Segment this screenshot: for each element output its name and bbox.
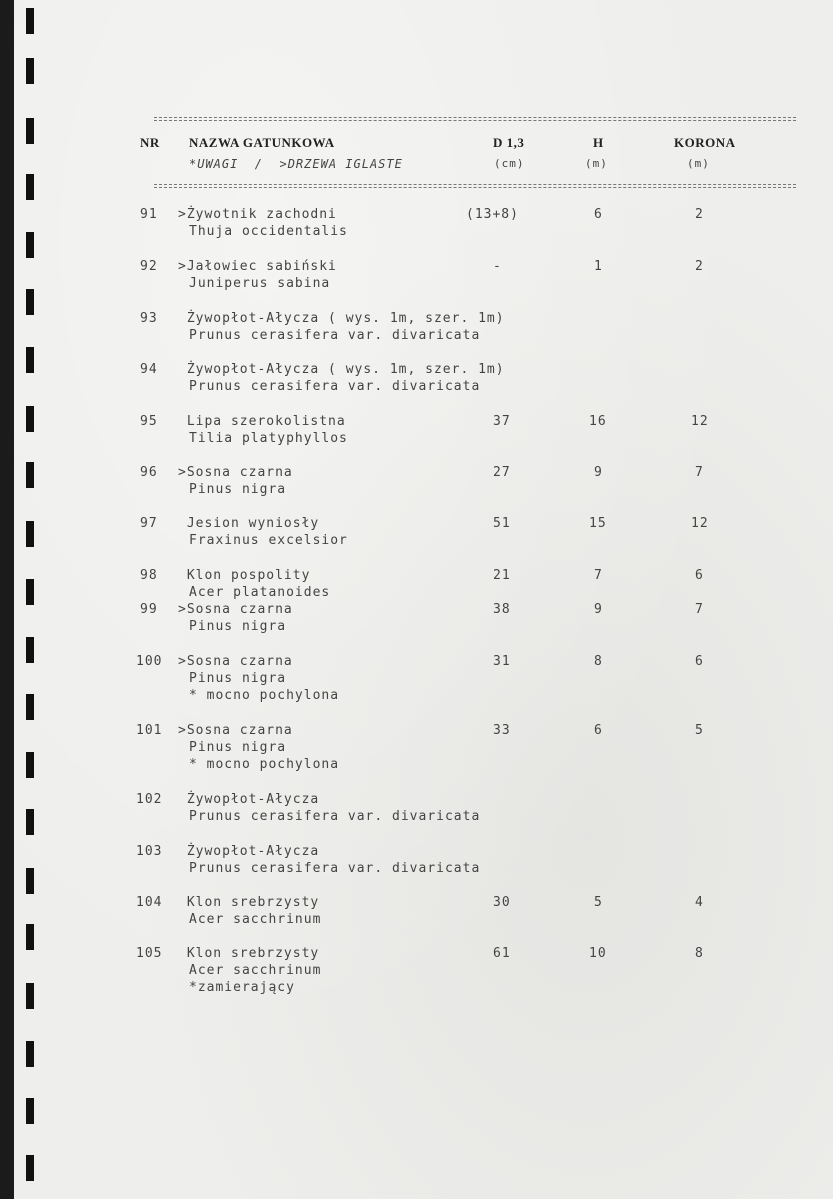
row-number: 92 — [140, 259, 158, 274]
col-unit-korona: (m) — [687, 157, 710, 170]
row-crown: 8 — [695, 946, 704, 961]
row-height: 10 — [589, 946, 607, 961]
row-latin-name: Prunus cerasifera var. divaricata — [189, 328, 481, 343]
row-height: 1 — [594, 259, 603, 274]
top-separator — [154, 117, 796, 118]
row-number: 94 — [140, 362, 158, 377]
row-diameter: 51 — [493, 516, 511, 531]
binding-hole — [26, 118, 34, 144]
row-name: Klon srebrzysty — [178, 895, 320, 910]
binding-hole — [26, 752, 34, 778]
row-note: * mocno pochylona — [189, 757, 340, 772]
row-crown: 6 — [695, 568, 704, 583]
row-name: >Żywotnik zachodni — [178, 207, 337, 222]
row-latin-name: Prunus cerasifera var. divaricata — [189, 861, 481, 876]
row-name: Jesion wyniosły — [178, 516, 320, 531]
row-diameter: 21 — [493, 568, 511, 583]
row-height: 9 — [594, 465, 603, 480]
row-latin-name: Juniperus sabina — [189, 276, 331, 291]
row-name: >Jałowiec sabiński — [178, 259, 337, 274]
col-subheader-notes: *UWAGI / >DRZEWA IGLASTE — [189, 157, 403, 171]
row-number: 103 — [136, 844, 163, 859]
row-height: 15 — [589, 516, 607, 531]
row-height: 6 — [594, 723, 603, 738]
row-latin-name: Acer sacchrinum — [189, 963, 322, 978]
row-height: 6 — [594, 207, 603, 222]
binding-hole — [26, 1155, 34, 1181]
row-diameter: - — [493, 259, 502, 274]
row-name: >Sosna czarna — [178, 602, 293, 617]
binding-hole — [26, 868, 34, 894]
row-latin-name: Prunus cerasifera var. divaricata — [189, 809, 481, 824]
row-crown: 12 — [691, 414, 709, 429]
row-height: 9 — [594, 602, 603, 617]
row-diameter: 30 — [493, 895, 511, 910]
row-latin-name: Pinus nigra — [189, 619, 287, 634]
row-latin-name: Tilia platyphyllos — [189, 431, 348, 446]
row-name: >Sosna czarna — [178, 723, 293, 738]
col-header-h: H — [593, 135, 604, 150]
header-separator-2 — [154, 187, 796, 188]
row-number: 102 — [136, 792, 163, 807]
binding-hole — [26, 8, 34, 34]
row-number: 100 — [136, 654, 163, 669]
row-latin-name: Pinus nigra — [189, 740, 287, 755]
binding-strip — [0, 0, 14, 1199]
row-name: Klon srebrzysty — [178, 946, 320, 961]
document-page — [14, 0, 833, 1199]
row-height: 16 — [589, 414, 607, 429]
binding-hole — [26, 1041, 34, 1067]
row-name: Żywopłot-Ałycza — [178, 844, 320, 859]
row-diameter: (13+8) — [466, 207, 519, 222]
top-separator-2 — [154, 120, 796, 121]
row-number: 104 — [136, 895, 163, 910]
row-name: >Sosna czarna — [178, 465, 293, 480]
header-separator — [154, 184, 796, 185]
row-number: 98 — [140, 568, 158, 583]
row-crown: 7 — [695, 465, 704, 480]
row-number: 99 — [140, 602, 158, 617]
row-number: 91 — [140, 207, 158, 222]
col-unit-h: (m) — [585, 157, 608, 170]
row-height: 5 — [594, 895, 603, 910]
binding-hole — [26, 694, 34, 720]
row-latin-name: Pinus nigra — [189, 482, 287, 497]
row-name: >Sosna czarna — [178, 654, 293, 669]
binding-hole — [26, 924, 34, 950]
binding-hole — [26, 232, 34, 258]
row-number: 101 — [136, 723, 163, 738]
binding-hole — [26, 637, 34, 663]
row-latin-name: Pinus nigra — [189, 671, 287, 686]
row-diameter: 27 — [493, 465, 511, 480]
row-crown: 7 — [695, 602, 704, 617]
row-crown: 12 — [691, 516, 709, 531]
row-diameter: 33 — [493, 723, 511, 738]
binding-hole — [26, 58, 34, 84]
row-name: Żywopłot-Ałycza ( wys. 1m, szer. 1m) — [178, 362, 505, 377]
binding-hole — [26, 462, 34, 488]
row-number: 105 — [136, 946, 163, 961]
binding-hole — [26, 1098, 34, 1124]
row-number: 95 — [140, 414, 158, 429]
row-note: * mocno pochylona — [189, 688, 340, 703]
binding-hole — [26, 983, 34, 1009]
row-crown: 5 — [695, 723, 704, 738]
row-height: 7 — [594, 568, 603, 583]
binding-hole — [26, 347, 34, 373]
row-diameter: 38 — [493, 602, 511, 617]
row-crown: 6 — [695, 654, 704, 669]
row-note: *zamierający — [189, 980, 295, 995]
row-latin-name: Acer sacchrinum — [189, 912, 322, 927]
row-name: Żywopłot-Ałycza — [178, 792, 320, 807]
row-crown: 4 — [695, 895, 704, 910]
row-name: Żywopłot-Ałycza ( wys. 1m, szer. 1m) — [178, 311, 505, 326]
row-name: Klon pospolity — [178, 568, 311, 583]
row-diameter: 37 — [493, 414, 511, 429]
binding-hole — [26, 174, 34, 200]
row-latin-name: Prunus cerasifera var. divaricata — [189, 379, 481, 394]
binding-hole — [26, 579, 34, 605]
col-header-nr: NR — [140, 135, 160, 150]
row-diameter: 31 — [493, 654, 511, 669]
col-header-name: NAZWA GATUNKOWA — [189, 135, 335, 150]
binding-hole — [26, 809, 34, 835]
row-crown: 2 — [695, 259, 704, 274]
row-crown: 2 — [695, 207, 704, 222]
col-header-korona: KORONA — [674, 135, 736, 150]
row-diameter: 61 — [493, 946, 511, 961]
binding-hole — [26, 521, 34, 547]
row-latin-name: Fraxinus excelsior — [189, 533, 348, 548]
row-number: 93 — [140, 311, 158, 326]
row-name: Lipa szerokolistna — [178, 414, 346, 429]
row-height: 8 — [594, 654, 603, 669]
row-number: 97 — [140, 516, 158, 531]
col-unit-d: (cm) — [494, 157, 525, 170]
binding-hole — [26, 289, 34, 315]
row-number: 96 — [140, 465, 158, 480]
row-latin-name: Acer platanoides — [189, 585, 331, 600]
binding-hole — [26, 406, 34, 432]
col-header-d: D 1,3 — [493, 135, 525, 150]
row-latin-name: Thuja occidentalis — [189, 224, 348, 239]
